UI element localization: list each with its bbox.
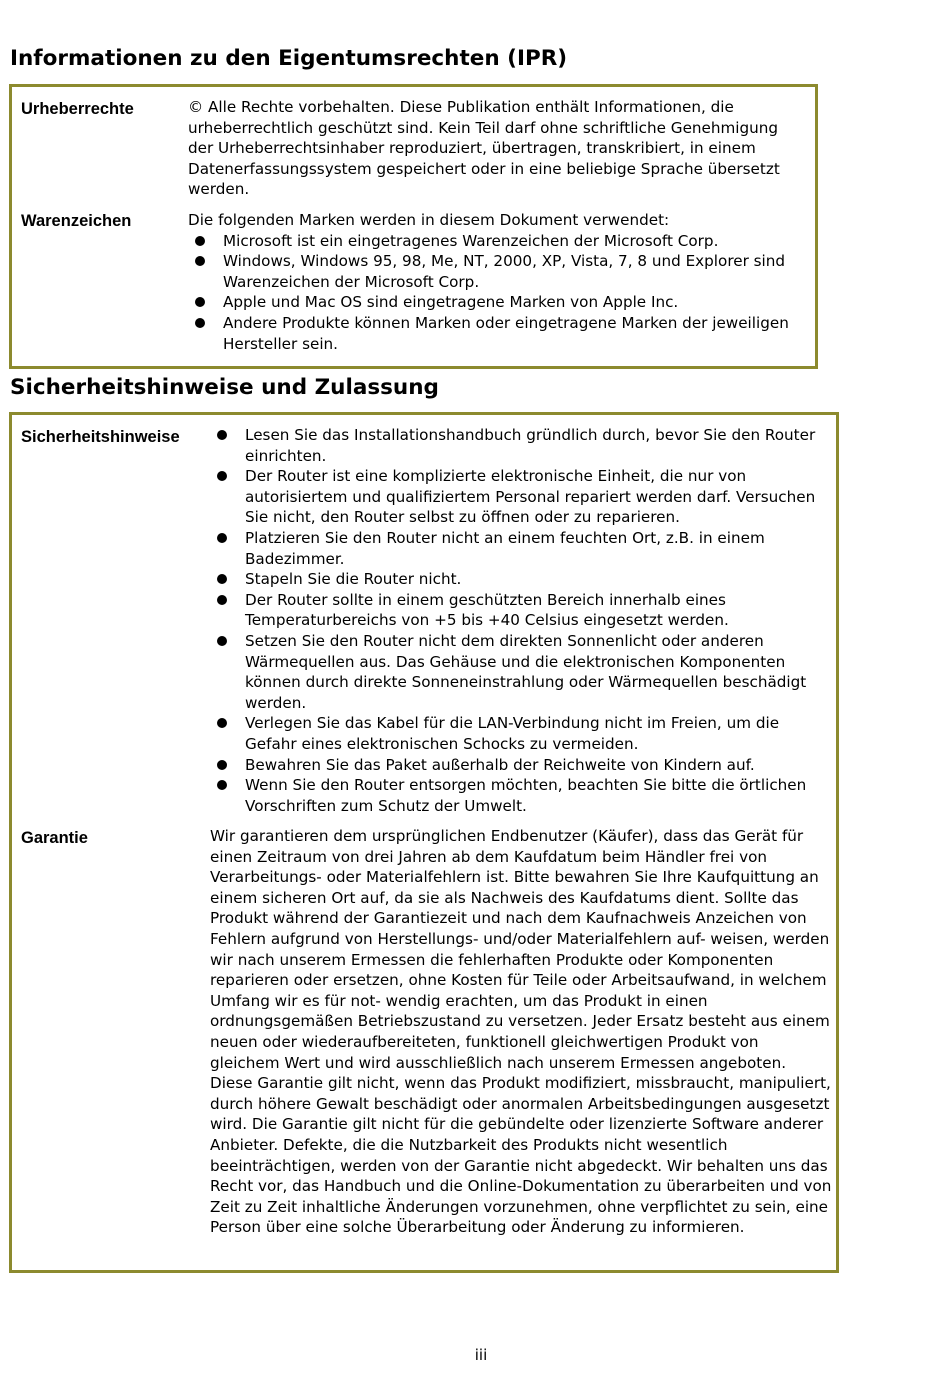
- list-item: Windows, Windows 95, 98, Me, NT, 2000, XP, Vista, 7, 8 und Explorer sind Warenzeichen der Microsoft Corp.: [188, 251, 808, 292]
- list-item: Andere Produkte können Marken oder eingetragene Marken der jeweiligen Hersteller sein.: [188, 313, 808, 354]
- copyright-label: Urheberrechte: [21, 100, 134, 118]
- list-item: Bewahren Sie das Paket außerhalb der Reichweite von Kindern auf.: [210, 755, 830, 776]
- copyright-text: [188, 97, 808, 200]
- trademarks-intro: Die folgenden Marken werden in diesem Dokument verwendet:: [188, 211, 670, 229]
- trademarks-list: [188, 231, 808, 355]
- safety-text: [210, 425, 830, 816]
- ipr-box: [9, 84, 818, 369]
- list-item: Apple und Mac OS sind eingetragene Marken von Apple Inc.: [188, 292, 808, 313]
- list-item: Wenn Sie den Router entsorgen möchten, beachten Sie bitte die örtlichen Vorschriften zum Schutz der Umwelt.: [210, 775, 830, 816]
- list-item: Microsoft ist ein eingetragenes Warenzeichen der Microsoft Corp.: [188, 231, 808, 252]
- safety-box: [9, 412, 839, 1273]
- list-item: Der Router ist eine komplizierte elektronische Einheit, die nur von autorisiertem und qualifiziertem Personal repariert werden darf. Versuchen Sie nicht, den Router selbst zu öffnen oder zu reparieren.: [210, 466, 830, 528]
- copyright-paragraph: © Alle Rechte vorbehalten. Diese Publikation enthält Informationen, die urheberrechtlich geschützt sind. Kein Teil darf ohne schriftliche Genehmigung der Urheberrechtsinhaber reproduziert, übertragen, transkribiert, in einem Datenerfassungssystem gespeichert oder in eine beliebige Sprache übersetzt werden.: [188, 98, 780, 199]
- warranty-text: [210, 826, 832, 1238]
- list-item: Setzen Sie den Router nicht dem direkten Sonnenlicht oder anderen Wärmequellen aus. Das Gehäuse und die elektronischen Komponenten können durch direkte Sonneneinstrahlung oder Wärmequellen beschädigt werden.: [210, 631, 830, 713]
- warranty-label: Garantie: [21, 829, 88, 847]
- trademarks-label: Warenzeichen: [21, 212, 132, 230]
- safety-heading: Sicherheitshinweise und Zulassung: [10, 375, 439, 400]
- ipr-heading: Informationen zu den Eigentumsrechten (IPR): [10, 46, 568, 71]
- list-item: Lesen Sie das Installationshandbuch gründlich durch, bevor Sie den Router einrichten.: [210, 425, 830, 466]
- safety-list: [210, 425, 830, 816]
- warranty-paragraph: Wir garantieren dem ursprünglichen Endbenutzer (Käufer), dass das Gerät für einen Zeitraum von drei Jahren ab dem Kaufdatum beim Händler frei von Verarbeitungs- oder Materialfehlern ist. Bitte bewahren Sie Ihre Kaufquittung an einem sicheren Ort auf, da sie als Nachweis des Kaufdatums dient. Sollte das Produkt während der Garantiezeit und nach dem Kaufnachweis Anzeichen von Fehlern aufgrund von Herstellungs- und/oder Materialfehlern auf- weisen, werden wir nach unserem Ermessen die fehlerhaften Produkte oder Komponenten reparieren oder ersetzen, ohne Kosten für Teile oder Arbeitsaufwand, in welchem Umfang wir es für not- wendig erachten, um das Produkt in einen ordnungsgemäßen Betriebszustand zu versetzen. Jeder Ersatz besteht aus einem neuen oder wiederaufbereiteten, funktionell gleichwertigen Produkt von gleichem Wert und wird ausschließlich nach unserem Ermessen angeboten. Diese Garantie gilt nicht, wenn das Produkt modifiziert, missbraucht, manipuliert, durch höhere Gewalt beschädigt oder anormalen Arbeitsbedingungen ausgesetzt wird. Die Garantie gilt nicht für die gebündelte oder lizenzierte Software anderer Anbieter. Defekte, die die Nutzbarkeit des Produkts nicht wesentlich beeinträchtigen, werden von der Garantie nicht abgedeckt. Wir behalten uns das Recht vor, das Handbuch und die Online-Dokumentation zu überarbeiten und von Zeit zu Zeit inhaltliche Änderungen vorzunehmen, ohne verpflichtet zu sein, eine Person über eine solche Überarbeitung oder Änderung zu informieren.: [210, 827, 832, 1237]
- list-item: Verlegen Sie das Kabel für die LAN-Verbindung nicht im Freien, um die Gefahr eines elektronischen Schocks zu vermeiden.: [210, 713, 830, 754]
- list-item: Platzieren Sie den Router nicht an einem feuchten Ort, z.B. in einem Badezimmer.: [210, 528, 830, 569]
- safety-label: Sicherheitshinweise: [21, 428, 180, 446]
- trademarks-text: [188, 210, 808, 354]
- page-number: iii: [474, 1346, 488, 1364]
- list-item: Stapeln Sie die Router nicht.: [210, 569, 830, 590]
- list-item: Der Router sollte in einem geschützten Bereich innerhalb eines Temperaturbereichs von +5 bis +40 Celsius eingesetzt werden.: [210, 590, 830, 631]
